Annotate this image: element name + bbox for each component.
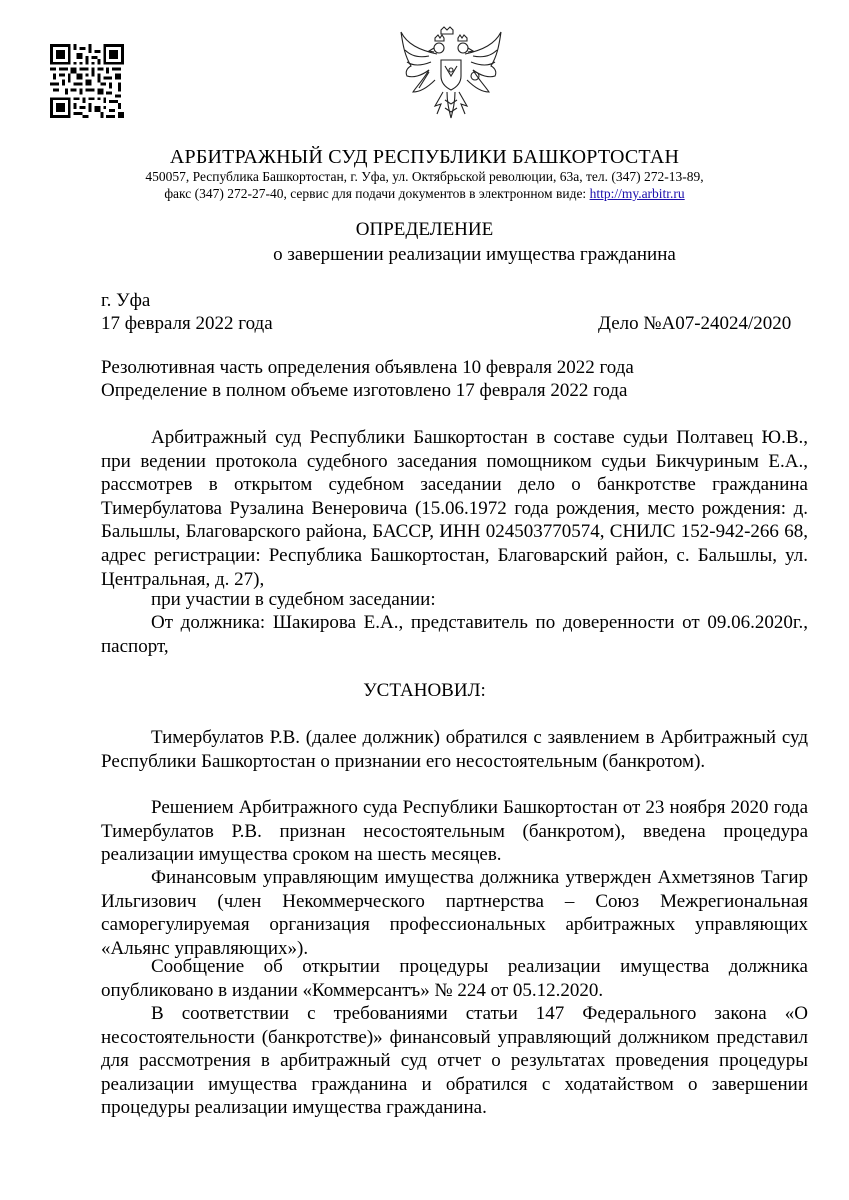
court-title: АРБИТРАЖНЫЙ СУД РЕСПУБЛИКИ БАШКОРТОСТАН: [169, 146, 680, 168]
document-subtitle: о завершении реализации имущества гражданина: [273, 244, 676, 265]
paragraph-financial-manager: Финансовым управляющим имущества должника утвержден Ахметзянов Тагир Ильгизович (член Некоммерческого партнерства – Союз Межрегиональная саморегулируемая организация профессиональных арбитражных управляющих «Альянс управляющих»).: [101, 867, 808, 959]
paragraph-report: В соответствии с требованиями статьи 147 Федерального закона «О несостоятельности (банкротстве)» финансовый управляющий должником представил для рассмотрения в арбитражный суд отчет о результатах проведения процедуры реализации имущества гражданина и обратился с ходатайством о завершении процедуры реализации имущества гражданина.: [101, 1003, 808, 1119]
full-text-prepared: Определение в полном объеме изготовлено 17 февраля 2022 года: [101, 380, 628, 401]
arbitr-link[interactable]: http://my.arbitr.ru: [589, 186, 685, 201]
contacts-text: факс (347) 272-27-40, сервис для подачи документов в электронном виде:: [164, 186, 587, 201]
paragraph-application: Тимербулатов Р.В. (далее должник) обратился с заявлением в Арбитражный суд Республики Башкортостан о признании его несостоятельным (банкротом).: [101, 727, 808, 772]
document-date: 17 февраля 2022 года: [101, 313, 273, 334]
qr-code-icon: [50, 44, 124, 118]
document-type: ОПРЕДЕЛЕНИЕ: [355, 219, 494, 240]
coat-of-arms-icon: [399, 26, 503, 126]
paragraph-court-composition: Арбитражный суд Республики Башкортостан в составе судьи Полтавец Ю.В., при ведении протокола судебного заседания помощником судьи Бикчуриным Е.А., рассмотрев в открытом судебном заседании дело о банкротстве гражданина Тимербулатова Рузалина Венеровича (15.06.1972 года рождения, место рождения: д. Бальшлы, Благоварского района, БАССР, ИНН 024503770574, СНИЛС 152-942-266 68, адрес регистрации: Республика Башкортостан, Благоварский район, с. Бальшлы, ул. Центральная, д. 27),: [101, 427, 808, 590]
document-city: г. Уфа: [101, 290, 151, 311]
paragraph-publication: Сообщение об открытии процедуры реализации имущества должника опубликовано в издании «Коммерсантъ» № 224 от 05.12.2020.: [101, 956, 808, 1001]
section-heading-established: УСТАНОВИЛ:: [363, 680, 486, 701]
paragraph-participants-intro: при участии в судебном заседании:: [151, 589, 436, 610]
court-contacts: [0, 185, 849, 203]
court-address: 450057, Республика Башкортостан, г. Уфа, ул. Октябрьской революции, 63а, тел. (347) 272-13-89,: [145, 169, 704, 184]
paragraph-debtor-representative: От должника: Шакирова Е.А., представитель по доверенности от 09.06.2020г., паспорт,: [101, 612, 808, 657]
paragraph-decision: Решением Арбитражного суда Республики Башкортостан от 23 ноября 2020 года Тимербулатов Р.В. признан несостоятельным (банкротом), введена процедура реализации имущества сроком на шесть месяцев.: [101, 797, 808, 866]
resolution-announced: Резолютивная часть определения объявлена 10 февраля 2022 года: [101, 357, 634, 378]
case-number: Дело №А07-24024/2020: [598, 313, 792, 334]
